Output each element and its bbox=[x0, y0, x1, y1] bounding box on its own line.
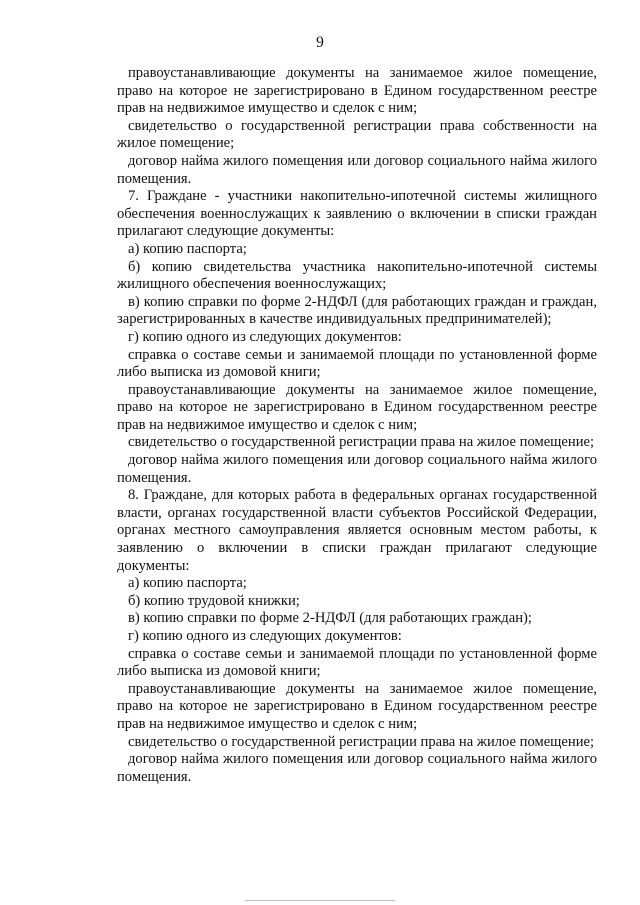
list-item-7v: в) копию справки по форме 2-НДФЛ (для работающих граждан и граждан, зарегистрированных в качестве индивидуальных предпринимателей); bbox=[117, 293, 597, 328]
list-item-7g: г) копию одного из следующих документов: bbox=[128, 328, 402, 345]
paragraph-section-7: 7. Граждане - участники накопительно-ипотечной системы жилищного обеспечения военнослужащих к заявлению о включении в списки граждан прилагают следующие документы: bbox=[117, 188, 597, 240]
paragraph-registration-certificate-8: свидетельство о государственной регистрации права на жилое помещение; bbox=[128, 733, 595, 750]
list-item-8b: б) копию трудовой книжки; bbox=[128, 592, 300, 609]
paragraph-registration-certificate-7: свидетельство о государственной регистрации права на жилое помещение; bbox=[128, 434, 595, 451]
paragraph-lease-agreement: договор найма жилого помещения или договор социального найма жилого помещения. bbox=[117, 152, 597, 187]
document-body bbox=[117, 65, 597, 786]
paragraph-title-documents: правоустанавливающие документы на занимаемое жилое помещение, право на которое не зарегистрировано в Едином государственном реестре прав на недвижимое имущество и сделок с ним; bbox=[117, 65, 597, 117]
list-item-7b: б) копию свидетельства участника накопительно-ипотечной системы жилищного обеспечения военнослужащих; bbox=[117, 258, 597, 293]
page-number: 9 bbox=[316, 34, 324, 51]
list-item-8v: в) копию справки по форме 2-НДФЛ (для работающих граждан); bbox=[128, 610, 532, 627]
list-item-8g: г) копию одного из следующих документов: bbox=[128, 628, 402, 644]
paragraph-family-certificate-8: справка о составе семьи и занимаемой площади по установленной форме либо выписка из домовой книги; bbox=[117, 645, 597, 680]
list-item-8a: а) копию паспорта; bbox=[128, 575, 247, 592]
paragraph-family-certificate-7: справка о составе семьи и занимаемой площади по установленной форме либо выписка из домовой книги; bbox=[117, 346, 597, 381]
paragraph-lease-agreement-7: договор найма жилого помещения или договор социального найма жилого помещения. bbox=[117, 452, 597, 486]
paragraph-ownership-certificate: свидетельство о государственной регистрации права собственности на жилое помещение; bbox=[117, 117, 597, 152]
paragraph-title-documents-8: правоустанавливающие документы на занимаемое жилое помещение, право на которое не зарегистрировано в Едином государственном реестре прав на недвижимое имущество и сделок с ним; bbox=[117, 680, 597, 732]
paragraph-title-documents-7: правоустанавливающие документы на занимаемое жилое помещение, право на которое не зарегистрировано в Едином государственном реестре прав на недвижимое имущество и сделок с ним; bbox=[117, 381, 597, 433]
paragraph-section-8: 8. Граждане, для которых работа в федеральных органах государственной власти, органах государственной власти субъектов Российской Федерации, органах местного самоуправления является основным местом работы, к заявлению о включении в списки граждан прилагают следующие документы: bbox=[117, 487, 597, 574]
list-item-7a: а) копию паспорта; bbox=[128, 240, 247, 257]
scan-edge-line bbox=[245, 900, 395, 901]
paragraph-lease-agreement-8: договор найма жилого помещения или договор социального найма жилого помещения. bbox=[117, 751, 597, 785]
